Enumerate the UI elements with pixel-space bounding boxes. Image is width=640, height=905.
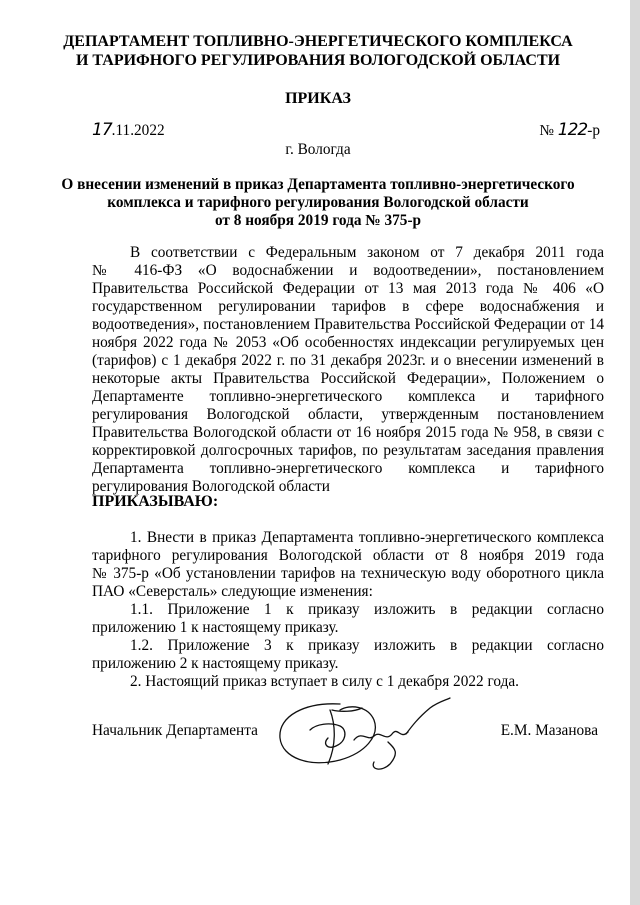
preamble-line: регулирования Вологодской области <box>92 478 330 495</box>
handwritten-number: 122 <box>557 120 588 140</box>
preamble-line: В соответствии с Федеральным законом от 7 декабря 2011 года <box>130 244 604 261</box>
org-name-line-1: ДЕПАРТАМЕНТ ТОПЛИВНО-ЭНЕРГЕТИЧЕСКОГО КОМПЛЕКСА <box>63 33 573 50</box>
item-line: 1. Внести в приказ Департамента топливно-энергетического комплекса <box>130 529 604 546</box>
preamble-line: (тарифов) с 1 декабря 2022 г. по 31 декабря 2023г. и о внесении изменений в <box>92 352 604 369</box>
order-number <box>539 121 600 140</box>
number-suffix: -р <box>587 122 600 139</box>
item-line: тарифного регулирования Вологодской области от 8 ноября 2019 года <box>92 547 604 564</box>
doc-type-heading: ПРИКАЗ <box>285 90 351 107</box>
signer-position: Начальник Департамента <box>92 722 258 739</box>
preamble-line: корректировкой долгосрочных тарифов, по результатам заседания правления <box>92 442 604 459</box>
preamble-line: водоотведения», постановлением Правительства Российской Федерации от 14 <box>92 316 604 333</box>
item-line: № 375-р «Об установлении тарифов на техническую воду оборотного цикла <box>92 565 604 582</box>
preamble-line: Правительства Российской Федерации от 13 мая 2013 года № 406 «О <box>92 280 604 297</box>
preamble-line: некоторые акты Правительства Российской Федерации», Положением о <box>92 370 604 387</box>
item-line: 1.1. Приложение 1 к приказу изложить в редакции согласно <box>130 601 604 618</box>
preamble-line: Департаменте топливно-энергетического комплекса и тарифного <box>92 388 604 405</box>
title-line-1: О внесении изменений в приказ Департамента топливно-энергетического <box>61 176 575 193</box>
preamble-line: регулирования Вологодской области, утвержденным постановлением <box>92 406 604 423</box>
preamble-line: № 416-ФЗ «О водоснабжении и водоотведении», постановлением <box>92 262 604 279</box>
scan-edge-strip <box>630 0 640 905</box>
preamble-line: государственном регулировании тарифов в сфере водоснабжения и <box>92 298 604 315</box>
preamble-line: Правительства Вологодской области от 16 ноября 2015 года № 958, в связи с <box>92 424 604 441</box>
city-line: г. Вологда <box>285 141 351 158</box>
number-prefix: № <box>539 122 554 139</box>
title-line-2: комплекса и тарифного регулирования Вологодской области <box>107 194 529 211</box>
preamble-paragraph <box>92 244 604 496</box>
order-date <box>92 121 165 140</box>
order-word: ПРИКАЗЫВАЮ: <box>92 493 219 510</box>
item-line: 1.2. Приложение 3 к приказу изложить в редакции согласно <box>130 637 604 654</box>
item-line: приложению 1 к настоящему приказу. <box>92 619 339 636</box>
signer-name: Е.М. Мазанова <box>500 722 598 739</box>
item-line: ПАО «Северсталь» следующие изменения: <box>92 583 373 600</box>
item-line: приложению 2 к настоящему приказу. <box>92 655 339 672</box>
item-line: 2. Настоящий приказ вступает в силу с 1 декабря 2022 года. <box>130 673 519 690</box>
date-rest: .11.2022 <box>111 122 165 139</box>
preamble-line: ноября 2022 года № 2053 «Об особенностях индексации регулируемых цен <box>92 334 604 351</box>
title-line-3: от 8 ноября 2019 года № 375-р <box>214 212 422 229</box>
handwritten-signature <box>270 696 452 774</box>
preamble-line: Департамента топливно-энергетического комплекса и тарифного <box>92 460 604 477</box>
handwritten-day: 17 <box>92 120 112 140</box>
order-items <box>92 529 604 691</box>
org-name-line-2: И ТАРИФНОГО РЕГУЛИРОВАНИЯ ВОЛОГОДСКОЙ ОБЛАСТИ <box>75 52 561 69</box>
